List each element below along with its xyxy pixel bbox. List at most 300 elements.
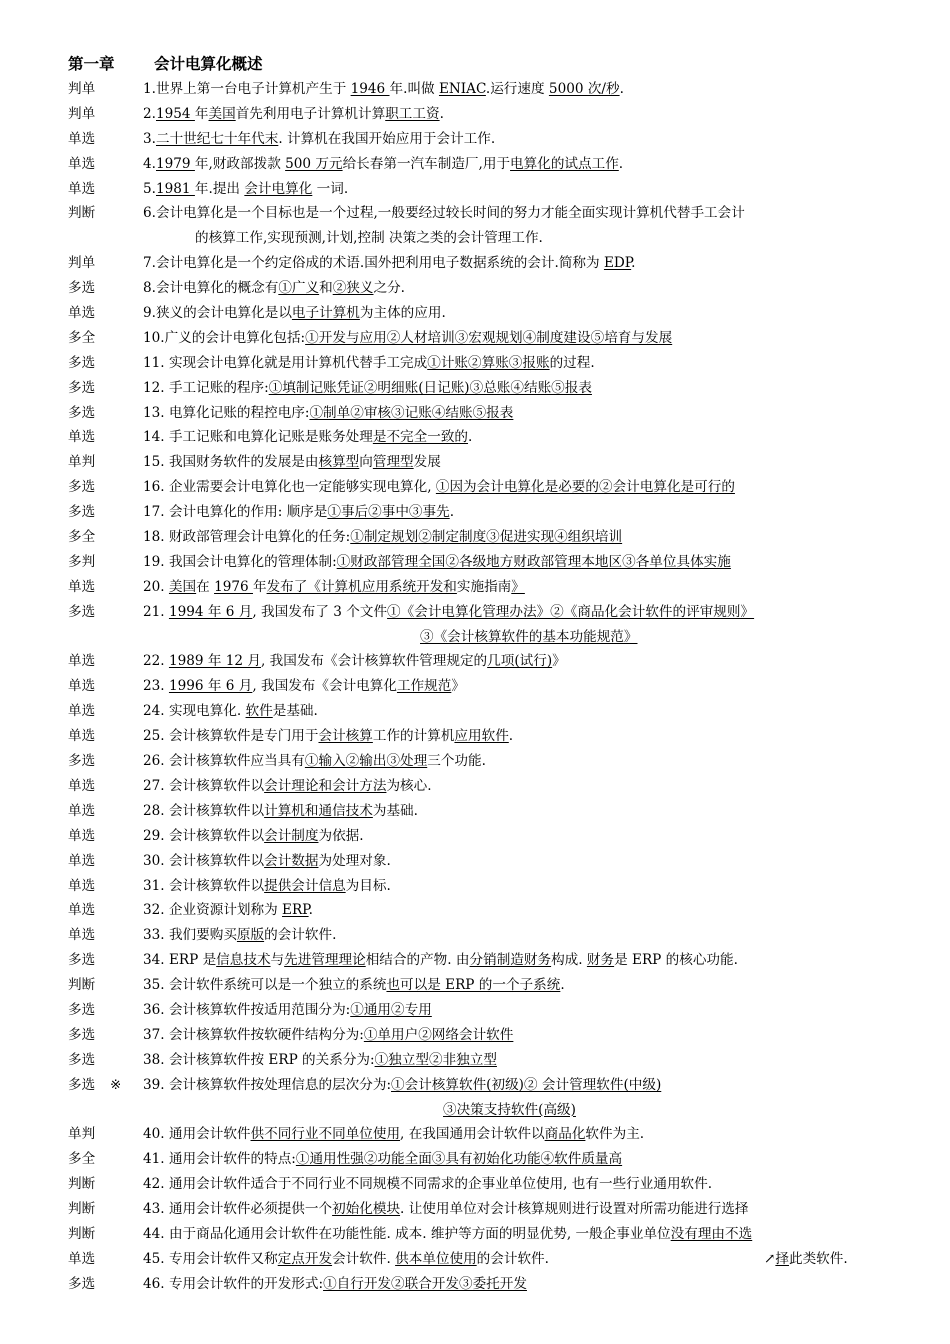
question-type-label: 单选 (68, 429, 96, 446)
question-row (0, 251, 950, 276)
question-fragment: 2. (143, 105, 156, 122)
question-fragment: . (631, 255, 636, 272)
question-type-label: 单选 (68, 578, 96, 595)
question-row (0, 1023, 950, 1048)
question-fragment: 46. 专用会计软件的开发形式: (143, 1275, 324, 1292)
answer-underlined: 没有理由不选 (670, 1225, 753, 1242)
question-row (0, 525, 950, 550)
question-type-label: 多选 (68, 504, 96, 521)
question-fragment: 6.会计电算化是一个目标也是一个过程,一般要经过较长时间的努力才能全面实现计算机代替手工会计 (143, 205, 745, 222)
chapter-label: 第一章 (68, 55, 115, 73)
answer-underlined: 1954 (155, 105, 195, 122)
answer-underlined: ①输入②输出③处理 (304, 753, 428, 770)
question-text (143, 1172, 712, 1197)
question-fragment: 的过程. (549, 354, 595, 371)
question-fragment: 年.叫做 (389, 81, 439, 97)
answer-underlined: 先进管理理论 (284, 952, 366, 969)
question-continuation (0, 625, 950, 650)
question-fragment: 会计软件. (332, 1250, 396, 1267)
question-text (143, 301, 446, 326)
question-fragment: 27. 会计核算软件以 (143, 777, 265, 794)
question-fragment: 7.会计电算化是一个约定俗成的术语.国外把利用电子数据系统的会计.简称为 (143, 255, 604, 272)
question-fragment: 15. 我国财务软件的发展是由 (143, 454, 319, 471)
question-list (0, 77, 950, 1297)
answer-underlined: 也可以是 ERP 的一个子系统 (386, 977, 561, 994)
question-type-label: 判断 (68, 977, 96, 994)
question-fragment: 向 (359, 454, 373, 471)
question-fragment: 37. 会计核算软件按软硬件结构分为: (143, 1026, 364, 1043)
question-text (143, 102, 444, 127)
question-row (0, 948, 950, 973)
answer-underlined: 是不完全一致的 (372, 429, 469, 446)
question-type-label: 单选 (68, 180, 96, 197)
question-fragment: 年,财政部拨款 (194, 155, 286, 172)
question-fragment: 年 (252, 578, 267, 595)
answer-underlined: ③决策支持软件(高级) (443, 1101, 576, 1118)
question-text (143, 550, 731, 575)
question-fragment: 是 ERP 的核心功能. (614, 952, 738, 969)
question-fragment: 年 (194, 105, 209, 122)
question-text (143, 1247, 549, 1272)
question-fragment: 36. 会计核算软件按适用范围分为: (143, 1001, 351, 1018)
question-fragment: 构成. (551, 952, 587, 969)
question-type-label: 单选 (68, 927, 96, 944)
question-text (143, 401, 513, 426)
question-text (143, 276, 405, 301)
question-type-label: 多全 (68, 1151, 96, 1168)
question-type-label: 判断 (68, 1176, 96, 1193)
answer-underlined: 1989 年 12 月 (168, 653, 261, 670)
question-fragment: . (508, 728, 514, 745)
question-row (0, 177, 950, 202)
question-fragment: 和 (319, 280, 333, 297)
question-type-label: 多选 (68, 952, 96, 969)
question-fragment: 的会计软件. (264, 927, 337, 944)
question-row (0, 201, 950, 226)
answer-underlined: 500 万元 (285, 155, 343, 172)
question-text (143, 1023, 513, 1048)
question-row (0, 127, 950, 152)
answer-underlined: ①广义 (278, 280, 320, 297)
question-row (0, 749, 950, 774)
question-fragment: 38. 会计核算软件按 ERP 的关系分为: (143, 1051, 375, 1068)
question-fragment: 为处理对象. (318, 852, 391, 869)
question-row (0, 450, 950, 475)
answer-underlined: 软件 (245, 703, 273, 720)
question-type-label: 多选 (68, 1275, 96, 1292)
answer-underlined: 美国 (168, 578, 197, 595)
question-fragment: 26. 会计核算软件应当具有 (143, 753, 305, 770)
answer-underlined: 职工工资 (385, 105, 440, 122)
question-row (0, 898, 950, 923)
question-fragment: 33. 我们要购买 (143, 927, 237, 944)
question-fragment: . (619, 81, 624, 97)
question-text (143, 948, 738, 973)
question-row (0, 674, 950, 699)
answer-underlined: ②狭义 (332, 280, 374, 297)
answer-underlined: 分销制造财务 (469, 952, 552, 969)
answer-underlined: ①制单②审核③记账④结账⑤报表 (309, 404, 514, 421)
answer-underlined: ①开发与应用②人材培训③宏观规划④制度建设⑤培育与发展 (305, 329, 673, 346)
question-type-label: 多判 (68, 553, 96, 570)
answer-underlined: 1994 年 6 月 (168, 603, 253, 620)
question-row (0, 550, 950, 575)
question-type-label: 多选 (68, 354, 96, 371)
question-text (143, 898, 313, 923)
question-fragment: 31. 会计核算软件以 (143, 877, 265, 894)
answer-underlined: ③《会计核算软件的基本功能规范》 (420, 628, 638, 645)
question-text (143, 674, 465, 699)
question-type-label: 多选 (68, 1051, 96, 1068)
question-text (143, 749, 486, 774)
question-fragment: 为核心. (386, 777, 432, 794)
question-continuation (0, 226, 950, 251)
question-row (0, 724, 950, 749)
answer-underlined: 计算机和通信技术 (264, 802, 373, 819)
question-type-label: 单选 (68, 827, 96, 844)
question-text (143, 376, 592, 401)
question-type-label: 多选 (68, 1076, 96, 1093)
question-type-label: 单判 (68, 454, 96, 471)
answer-underlined: 核算型 (318, 454, 360, 471)
question-type-label: 多选 (68, 1001, 96, 1018)
question-text (143, 1272, 527, 1297)
question-fragment: 30. 会计核算软件以 (143, 852, 265, 869)
answer-underlined: 择 (775, 1250, 789, 1267)
question-text (143, 1048, 497, 1073)
question-text (420, 625, 638, 650)
question-fragment: 发展 (413, 454, 441, 471)
question-fragment: 5. (143, 180, 156, 197)
question-fragment: 为依据. (318, 827, 364, 844)
question-text (143, 600, 754, 625)
question-type-label: 判单 (68, 81, 96, 97)
answer-underlined: 会计数据 (264, 852, 319, 869)
answer-underlined: 5000 次/秒 (548, 81, 620, 97)
question-fragment: 4. (143, 155, 156, 172)
answer-underlined: 电算化的试点工作 (510, 155, 619, 172)
question-row (0, 351, 950, 376)
question-row (0, 1247, 950, 1272)
answer-underlined: 信息技术 (216, 952, 271, 969)
question-row (0, 425, 950, 450)
question-fragment: 23. (143, 678, 169, 695)
question-fragment: 》 (552, 653, 566, 670)
question-continuation (0, 1098, 950, 1123)
question-row (0, 475, 950, 500)
question-fragment: 28. 会计核算软件以 (143, 802, 265, 819)
reference-mark: ※ (110, 1076, 122, 1093)
question-text (143, 351, 595, 376)
answer-underlined: 1996 年 6 月 (168, 678, 253, 695)
answer-underlined: 商品化 (544, 1126, 586, 1143)
question-type-label: 判断 (68, 205, 96, 222)
answer-underlined: 原版 (236, 927, 265, 944)
question-text (143, 973, 565, 998)
question-text (143, 1197, 749, 1222)
question-row (0, 301, 950, 326)
question-text (143, 1222, 752, 1247)
question-row (0, 326, 950, 351)
question-text (143, 525, 622, 550)
question-text (143, 724, 513, 749)
question-type-label: 多选 (68, 379, 96, 396)
question-row (0, 874, 950, 899)
question-text (143, 251, 635, 276)
answer-underlined: 二十世纪七十年代末 (155, 130, 279, 147)
question-text (195, 226, 543, 251)
question-fragment: 42. 通用会计软件适合于不同行业不同规模不同需求的企事业单位使用, 也有一些行业通用软件. (143, 1176, 713, 1193)
question-type-label: 判断 (68, 1201, 96, 1218)
question-fragment: . (618, 155, 624, 172)
question-text (143, 201, 745, 226)
question-type-label: 单选 (68, 852, 96, 869)
question-fragment: 相结合的产物. 由 (365, 952, 470, 969)
question-fragment: 的会计软件. (476, 1250, 549, 1267)
question-fragment: 》 (451, 678, 465, 695)
question-fragment: 12. 手工记账的程序: (143, 379, 269, 396)
question-fragment: 三个功能. (427, 753, 486, 770)
answer-underlined: 会计制度 (264, 827, 319, 844)
question-text (143, 450, 441, 475)
answer-underlined: ①财政部管理全国②各级地方财政部管理本地区③各单位具体实施 (336, 553, 731, 570)
question-fragment: 19. 我国会计电算化的管理体制: (143, 553, 337, 570)
question-fragment: 43. 通用会计软件必须提供一个 (143, 1201, 333, 1218)
question-type-label: 多选 (68, 479, 96, 496)
question-fragment: 为基础. (372, 802, 418, 819)
question-fragment: 首先利用电子计算机计算 (235, 105, 386, 122)
overflow-fragment (764, 1247, 848, 1272)
question-row (0, 849, 950, 874)
question-text (143, 575, 525, 600)
answer-underlined: 定点开发 (277, 1250, 333, 1267)
question-type-label: 多全 (68, 529, 96, 546)
question-fragment: 1.世界上第一台电子计算机产生于 (143, 81, 351, 97)
question-fragment: 软件为主. (585, 1126, 645, 1143)
question-fragment: 为目标. (345, 877, 391, 894)
answer-underlined: 几项(试行) (487, 653, 553, 670)
question-row (0, 376, 950, 401)
question-row (0, 973, 950, 998)
question-text (143, 1122, 644, 1147)
question-fragment: 39. 会计核算软件按处理信息的层次分为: (143, 1076, 392, 1093)
question-row (0, 500, 950, 525)
question-type-label: 单判 (68, 1126, 96, 1143)
question-row (0, 401, 950, 426)
chapter-title: 会计电算化概述 (154, 55, 263, 73)
question-fragment: . (468, 429, 473, 446)
arrow-icon: ↗ (764, 1250, 776, 1267)
question-fragment: 35. 会计软件系统可以是一个独立的系统 (143, 977, 387, 994)
question-fragment: 13. 电算化记账的程控电序: (143, 404, 310, 421)
answer-underlined: ①《会计电算化管理办法》②《商品化会计软件的评审规则》 (387, 603, 755, 620)
question-fragment: 3. (143, 130, 156, 147)
question-fragment: 17. 会计电算化的作用: 顺序是 (143, 504, 328, 521)
answer-underlined: ①事后②事中③事先 (327, 504, 450, 521)
question-fragment: 25. 会计核算软件是专门用于 (143, 728, 319, 745)
question-text (143, 649, 566, 674)
answer-underlined: 会计电算化 (244, 180, 313, 197)
question-fragment: , 在我国通用会计软件以 (400, 1126, 545, 1143)
question-fragment: . (308, 902, 313, 919)
question-text (143, 177, 348, 202)
question-type-label: 单选 (68, 678, 96, 695)
question-row (0, 923, 950, 948)
question-text (143, 849, 391, 874)
answer-underlined: 工作规范 (396, 678, 452, 695)
question-text (143, 1073, 661, 1098)
question-fragment: 18. 财政部管理会计电算化的任务: (143, 529, 351, 546)
question-fragment: 工作的计算机 (372, 728, 455, 745)
question-text (143, 824, 364, 849)
question-fragment: 24. 实现电算化. (143, 703, 246, 720)
question-row (0, 1073, 950, 1098)
question-fragment: 16. 企业需要会计电算化也一定能够实现电算化, (143, 479, 436, 496)
question-row (0, 699, 950, 724)
answer-underlined: 初始化模块 (332, 1201, 401, 1218)
chapter-heading (68, 52, 263, 74)
question-row (0, 1272, 950, 1297)
question-type-label: 单选 (68, 305, 96, 322)
answer-underlined: 1981 (155, 180, 195, 197)
question-row (0, 774, 950, 799)
question-type-label: 多选 (68, 1026, 96, 1043)
question-fragment: 14. 手工记账和电算化记账是账务处理 (143, 429, 373, 446)
question-row (0, 824, 950, 849)
question-row (0, 575, 950, 600)
answer-underlined: ①通用性强②功能全面③具有初始化功能④软件质量高 (295, 1151, 623, 1168)
answer-underlined: 1946 (350, 81, 390, 97)
answer-underlined: 美国 (208, 105, 236, 122)
question-type-label: 单选 (68, 877, 96, 894)
question-fragment: 22. (143, 653, 169, 670)
answer-underlined: 管理型 (372, 454, 414, 471)
question-fragment: 34. ERP 是 (143, 952, 217, 969)
answer-underlined: 1979 (155, 155, 195, 172)
question-fragment: , 我国发布《会计核算软件管理规定的 (261, 653, 488, 670)
question-fragment: , 我国发布了 3 个文件 (252, 603, 388, 620)
question-row (0, 799, 950, 824)
question-type-label: 单选 (68, 777, 96, 794)
question-text (143, 799, 418, 824)
question-row (0, 600, 950, 625)
question-type-label: 单选 (68, 802, 96, 819)
answer-underlined: 1976 (214, 578, 253, 595)
question-text (143, 77, 624, 102)
answer-underlined: EDP (603, 255, 632, 272)
question-type-label: 多选 (68, 753, 96, 770)
answer-underlined: ENIAC (438, 81, 486, 97)
question-fragment: . (449, 504, 455, 521)
question-text (143, 326, 672, 351)
question-row (0, 649, 950, 674)
question-row (0, 998, 950, 1023)
question-fragment: 29. 会计核算软件以 (143, 827, 265, 844)
question-row (0, 1172, 950, 1197)
answer-underlined: ①会计核算软件(初级)② 会计管理软件(中级) (391, 1076, 662, 1093)
answer-underlined: 供不同行业不同单位使用 (250, 1126, 401, 1143)
answer-underlined: ①通用②专用 (350, 1001, 432, 1018)
question-type-label: 单选 (68, 902, 96, 919)
question-fragment: 年.提出 (194, 180, 245, 197)
question-fragment: 给长春第一汽车制造厂,用于 (342, 155, 511, 172)
answer-underlined: 会计理论和会计方法 (264, 777, 387, 794)
question-fragment: 41. 通用会计软件的特点: (143, 1151, 296, 1168)
question-row (0, 1048, 950, 1073)
answer-underlined: ①计账②算账③报账 (427, 354, 550, 371)
answer-underlined: 应用软件 (454, 728, 509, 745)
question-fragment: 10.广义的会计电算化包括: (143, 329, 306, 346)
question-text (143, 699, 318, 724)
question-text (143, 874, 391, 899)
question-fragment: 实施指南 (456, 578, 512, 595)
question-fragment: 为主体的应用. (359, 305, 446, 322)
question-text (143, 152, 623, 177)
question-fragment: , 我国发布《会计电算化 (252, 678, 397, 695)
question-fragment: 9.狭义的会计电算化是以 (143, 305, 292, 322)
question-fragment: 20. (143, 578, 169, 595)
question-fragment: 的核算工作,实现预测,计划,控制 决策之类的会计管理工作. (195, 230, 543, 247)
question-fragment: 之分. (373, 280, 405, 297)
question-type-label: 判单 (68, 255, 96, 272)
answer-underlined: 提供会计信息 (264, 877, 346, 894)
question-fragment: . 让使用单位对会计核算规则进行设置对所需功能进行选择 (400, 1201, 749, 1218)
question-text (143, 127, 495, 152)
question-fragment: . (560, 977, 565, 994)
question-fragment: 一词. (312, 180, 349, 197)
question-row (0, 276, 950, 301)
question-text (143, 500, 454, 525)
question-type-label: 多选 (68, 603, 96, 620)
question-row (0, 102, 950, 127)
question-text (143, 923, 336, 948)
question-text (143, 774, 432, 799)
question-type-label: 单选 (68, 1250, 96, 1267)
answer-underlined: 供本单位使用 (395, 1250, 477, 1267)
answer-underlined: ①自行开发②联合开发③委托开发 (323, 1275, 527, 1292)
question-type-label: 单选 (68, 130, 96, 147)
question-text (143, 475, 735, 500)
answer-underlined: 》 (511, 578, 525, 595)
question-fragment: 在 (196, 578, 215, 595)
question-fragment: 40. 通用会计软件 (143, 1126, 251, 1143)
question-row (0, 77, 950, 102)
answer-underlined: ERP (282, 902, 309, 919)
question-fragment: . 计算机在我国开始应用于会计工作. (278, 130, 496, 147)
question-type-label: 多选 (68, 404, 96, 421)
question-fragment: 8.会计电算化的概念有 (143, 280, 279, 297)
answer-underlined: ①制定规划②制定制度③促进实现④组织培训 (350, 529, 623, 546)
question-type-label: 单选 (68, 653, 96, 670)
question-fragment: 21. (143, 603, 169, 620)
question-fragment: . (439, 105, 444, 122)
question-fragment: 11. 实现会计电算化就是用计算机代替手工完成 (143, 354, 428, 371)
question-type-label: 单选 (68, 703, 96, 720)
question-type-label: 单选 (68, 728, 96, 745)
question-text (143, 998, 432, 1023)
answer-underlined: 电子计算机 (291, 305, 360, 322)
question-text (143, 1147, 622, 1172)
answer-underlined: ①独立型②非独立型 (374, 1051, 497, 1068)
answer-underlined: ①填制记账凭证②明细账(日记账)③总账④结账⑤报表 (268, 379, 592, 396)
question-fragment: 此类软件. (788, 1250, 848, 1267)
question-row (0, 1122, 950, 1147)
question-fragment: 是基础. (272, 703, 318, 720)
answer-underlined: ①单用户②网络会计软件 (363, 1026, 514, 1043)
question-type-label: 多全 (68, 329, 96, 346)
question-type-label: 单选 (68, 155, 96, 172)
answer-underlined: 会计核算 (318, 728, 373, 745)
